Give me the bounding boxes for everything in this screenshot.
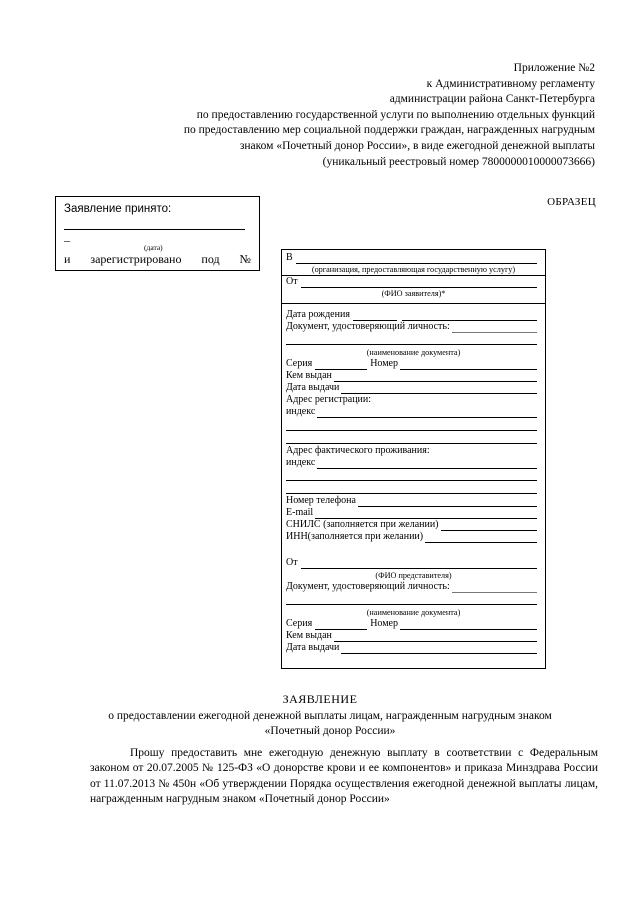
reg-address-line-1[interactable]: [286, 430, 537, 431]
reg-address-row: [286, 394, 537, 406]
identity-doc-line[interactable]: [286, 344, 537, 345]
email-row: [286, 507, 537, 519]
representative-name-field[interactable]: [301, 559, 537, 569]
rep-number-label: Номер: [370, 618, 398, 629]
header-line-badge: знаком «Почетный донор России», в виде ежегодной денежной выплаты: [239, 139, 595, 152]
phone-label: Номер телефона: [286, 495, 356, 506]
rep-issue-date-field[interactable]: [341, 644, 537, 654]
acceptance-title: Заявление принято:: [64, 203, 172, 215]
org-caption: (организация, предоставляющая государственную услугу): [311, 265, 516, 274]
acceptance-dash: –: [64, 233, 70, 247]
index2-row: [286, 457, 537, 469]
rep-number-field[interactable]: [400, 620, 537, 630]
statement-subtitle-line-2: «Почетный донор России»: [264, 725, 396, 737]
header-line-measures: по предоставлению мер социальной поддержки граждан, награжденных нагрудным: [183, 124, 595, 137]
issue-date-label: Дата выдачи: [286, 382, 340, 393]
appendix-header: [55, 61, 595, 170]
issue-date-row: [286, 382, 537, 394]
identity-doc-row: [286, 321, 537, 333]
divider: [282, 303, 545, 304]
birth-date-label: Дата рождения: [286, 309, 350, 320]
snils-label: СНИЛС (заполняется при желании): [286, 519, 439, 530]
index-label: индекс: [286, 406, 316, 417]
identity-doc-label: Документ, удостоверяющий личность:: [286, 321, 450, 332]
series-label: Серия: [286, 358, 313, 369]
applicant-caption: (ФИО заявителя)*: [381, 289, 446, 298]
statement-subtitle-line-1: о предоставлении ежегодной денежной выплаты лицам, награжденным нагрудным знаком: [108, 710, 552, 722]
index2-field[interactable]: [317, 459, 537, 469]
rep-identity-doc-line[interactable]: [286, 604, 537, 605]
to-label: В: [286, 252, 293, 263]
birth-date-field-2[interactable]: [402, 311, 537, 321]
actual-address-line-1[interactable]: [286, 480, 537, 481]
inn-field[interactable]: [425, 533, 537, 543]
rep-series-number-row: [286, 618, 537, 630]
rep-issue-date-label: Дата выдачи: [286, 642, 340, 653]
actual-address-line-2[interactable]: [286, 493, 537, 494]
rep-from-row: [286, 557, 537, 569]
rep-identity-doc-field[interactable]: [452, 583, 537, 593]
rep-from-label: От: [286, 557, 298, 568]
organization-field[interactable]: [296, 254, 537, 264]
rep-issue-date-row: [286, 642, 537, 654]
applicant-name-field[interactable]: [301, 278, 537, 288]
identity-doc-field[interactable]: [452, 323, 537, 333]
rep-series-field[interactable]: [315, 620, 367, 630]
index2-label: индекс: [286, 457, 316, 468]
number-field[interactable]: [400, 360, 537, 370]
reg-address-label: Адрес регистрации:: [286, 394, 372, 405]
to-row: [286, 252, 537, 264]
rep-issued-by-field[interactable]: [334, 632, 537, 642]
rep-doc-name-caption: (наименование документа): [366, 608, 461, 617]
actual-address-label: Адрес фактического проживания:: [286, 445, 430, 456]
birth-date-field-1[interactable]: [353, 311, 397, 321]
email-label: E-mail: [286, 507, 314, 518]
issued-by-row: [286, 370, 537, 382]
reg-word-registered: зарегистрировано: [90, 252, 182, 266]
inn-row: [286, 531, 537, 543]
header-line-service: по предоставлению государственной услуги по выполнению отдельных функций: [196, 108, 595, 121]
series-field[interactable]: [315, 360, 367, 370]
issued-by-field[interactable]: [334, 372, 537, 382]
phone-row: [286, 495, 537, 507]
rep-issued-by-row: [286, 630, 537, 642]
inn-label: ИНН(заполняется при желании): [286, 531, 424, 542]
from-label: От: [286, 276, 298, 287]
reg-word-and: и: [64, 252, 71, 266]
number-label: Номер: [370, 358, 398, 369]
rep-caption: (ФИО представителя): [375, 571, 452, 580]
reg-word-under: под: [201, 252, 220, 266]
issue-date-field[interactable]: [341, 384, 537, 394]
applicant-form: [281, 249, 546, 669]
reg-word-number: №: [239, 252, 251, 266]
snils-row: [286, 519, 537, 531]
snils-field[interactable]: [441, 521, 537, 531]
date-caption: (дата): [144, 243, 163, 252]
rep-identity-doc-label: Документ, удостоверяющий личность:: [286, 581, 450, 592]
acceptance-line[interactable]: [64, 229, 245, 230]
acceptance-box: [55, 196, 260, 271]
rep-series-label: Серия: [286, 618, 313, 629]
reg-address-line-2[interactable]: [286, 443, 537, 444]
statement-title: ЗАЯВЛЕНИЕ: [282, 692, 358, 706]
registration-line: [64, 252, 251, 267]
index-field[interactable]: [317, 408, 537, 418]
rep-issued-by-label: Кем выдан: [286, 630, 332, 641]
issued-by-label: Кем выдан: [286, 370, 332, 381]
sample-label: ОБРАЗЕЦ: [547, 196, 596, 208]
rep-identity-doc-row: [286, 581, 537, 593]
birth-date-row: [286, 309, 537, 321]
email-field[interactable]: [315, 509, 537, 519]
header-line-registry-number: (уникальный реестровый номер 7800000010000073666): [322, 155, 595, 168]
statement-body: Прошу предоставить мне ежегодную денежную выплату в соответствии с Федеральным законом от 20.07.2005 № 125-ФЗ «О донорстве крови и ее компонентов» и приказа Минздрава России от 11.07.2013 № 450н «Об утверждении Порядка осуществления ежегодной денежной выплаты лицам, награжденным нагрудным знаком «Почетный донор России»: [90, 747, 598, 805]
index-row: [286, 406, 537, 418]
header-line-administration: администрации района Санкт-Петербурга: [389, 93, 595, 106]
doc-name-caption: (наименование документа): [366, 348, 461, 357]
header-line-appendix: Приложение №2: [513, 62, 595, 74]
phone-field[interactable]: [358, 497, 537, 507]
series-number-row: [286, 358, 537, 370]
header-line-regulation: к Административному регламенту: [426, 77, 595, 90]
from-row: [286, 276, 537, 288]
actual-address-row: [286, 445, 537, 457]
